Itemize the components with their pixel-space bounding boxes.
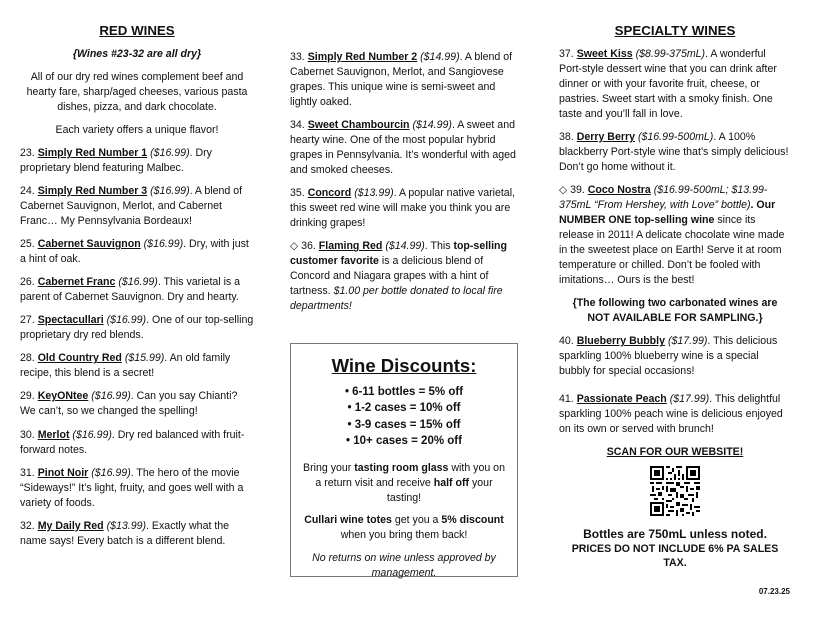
wine-name: Sweet Kiss (576, 47, 633, 60)
bottle-size-note: Bottles are 750mL unless noted. (583, 526, 767, 541)
donation-note: $1.00 per bottle donated to local fire departments! (290, 285, 503, 313)
wine-name: Simply Red Number 3 (37, 185, 148, 198)
wine-price: ($16.99-500mL) (637, 131, 714, 144)
wine-entry-32 (20, 519, 254, 549)
text-bold: tasting room glass (354, 462, 449, 475)
wine-price: ($15.99) (124, 352, 165, 365)
text: your tasting! (386, 477, 493, 505)
wine-name: KeyONtee (37, 390, 89, 403)
wine-description: . A popular native varietal, this sweet red wine will make you think you are drinking grapes! (290, 187, 515, 230)
wine-price: ($16.99) (118, 276, 158, 289)
wine-number: 30. (20, 428, 35, 441)
discount-item: • 6-11 bottles = 5% off (344, 386, 464, 399)
wine-name: Coco Nostra (587, 184, 651, 197)
wine-entry-27 (20, 313, 254, 343)
wine-price: ($16.99) (106, 314, 147, 327)
wine-price: ($16.99) (91, 390, 131, 403)
discount-list (299, 384, 509, 449)
wine-price: ($14.99) (412, 119, 452, 132)
top-selling-highlight: top-selling customer favorite (290, 240, 507, 268)
wine-price: ($13.99) (354, 187, 394, 200)
specialty-wines-heading: SPECIALTY WINES (614, 23, 736, 38)
discounts-title: Wine Discounts: (331, 355, 477, 376)
wine-price: ($16.99) (150, 147, 190, 160)
wine-number: 37. (559, 47, 574, 60)
wine-description: . A blend of Cabernet Sauvignon, Merlot, and Cabernet Franc… My Pennsylvania Bordeaux! (20, 185, 243, 228)
wine-number: 34. (290, 119, 305, 132)
wine-name: Simply Red Number 1 (37, 147, 148, 160)
wine-price: ($14.99) (420, 51, 460, 63)
text-bold: half off (433, 477, 470, 490)
wine-description: . This delightful sparkling 100% peach wine is delicious enjoyed on its own or served with brunch! (559, 392, 783, 435)
wine-entry-36 (290, 239, 522, 314)
wine-name: Merlot (37, 428, 70, 441)
wine-name: Concord (307, 187, 352, 200)
wine-description: . This varietal is a parent of Cabernet Sauvignon. Dry and hearty. (20, 276, 241, 304)
wine-number: 32. (20, 519, 35, 532)
wine-entry-28 (20, 351, 254, 381)
tasting-glass-note (299, 461, 509, 506)
wine-price: ($16.99) (72, 428, 112, 441)
wine-entry-26 (20, 275, 254, 305)
scan-label: SCAN FOR OUR WEBSITE! (606, 445, 744, 458)
wine-name: Cabernet Sauvignon (37, 238, 141, 251)
wine-number: 38. (559, 131, 574, 144)
wine-entry-25 (20, 237, 254, 267)
wine-entry-40 (559, 334, 791, 379)
wine-entry-31 (20, 466, 254, 511)
wine-number: 23. (20, 147, 35, 160)
text-bold: 5% discount (441, 514, 504, 527)
wine-description-pre: . This (424, 240, 454, 253)
wine-description: . An old family recipe, this blend is a secret! (20, 352, 231, 380)
wine-price: ($13.99) (106, 519, 147, 532)
wine-number: ◇ 36. (290, 240, 316, 253)
wine-description: is a delicious blend of Concord and Niagara grapes with a hint of tartness. (290, 255, 489, 298)
wine-description: . A blend of Cabernet Sauvignon, Merlot, and Sangiovese grapes. This unique wine is semi-sweet and lightly oaked. (290, 51, 513, 109)
wine-price: ($16.99-500mL; $13.99-375mL “From Hershey, with Love” bottle) (559, 184, 768, 212)
wine-number: 35. (290, 187, 305, 200)
wine-price: ($16.99) (143, 238, 184, 251)
text-bold: Cullari wine totes (304, 514, 392, 527)
totes-note (299, 513, 509, 543)
wine-description: . A sweet and hearty wine. One of the most popular hybrid grapes in Pennsylvania. It’s wonderful with aged and smoked cheeses. (290, 119, 516, 177)
wine-entry-33 (290, 50, 522, 110)
wine-entry-35 (290, 186, 522, 231)
wine-number: 26. (20, 276, 35, 289)
wine-price: ($17.99) (669, 392, 710, 405)
print-date: 07.23.25 (758, 587, 790, 596)
sales-tax-note: PRICES DO NOT INCLUDE 6% PA SALES TAX. (571, 542, 779, 570)
wine-description: . A wonderful Port-style dessert wine that you can drink after dinner or with your favorite fruit, cheese, or pastries. Sweet start with a smoky finish. One taste and you’ll fall in love. (559, 47, 777, 120)
wine-entry-30 (20, 428, 254, 458)
wine-name: Spectacullari (37, 314, 104, 327)
wine-entry-34 (290, 118, 522, 178)
dry-note: {Wines #23-32 are all dry} (72, 47, 202, 60)
returns-note: No returns on wine unless approved by management. (312, 551, 496, 579)
wine-name: Cabernet Franc (37, 276, 116, 289)
wine-name: My Daily Red (37, 519, 104, 532)
wine-name: Pinot Noir (37, 466, 89, 479)
wine-entry-38 (559, 130, 791, 175)
discount-item: • 1-2 cases = 10% off (347, 402, 461, 415)
wine-number: 28. (20, 352, 35, 365)
discount-item: • 3-9 cases = 15% off (347, 418, 461, 431)
wine-description: . A 100% blackberry Port-style wine that’s simply delicious! Don’t go home without it. (559, 131, 789, 174)
wine-number: 25. (20, 238, 35, 251)
wine-entry-39 (559, 183, 791, 288)
red-intro: All of our dry red wines complement beef and hearty fare, sharp/aged cheeses, various pasta dishes, pizza, and dark chocolate. (26, 70, 248, 113)
wine-entry-29 (20, 389, 254, 419)
website-qr-code[interactable] (650, 466, 700, 516)
carbonated-note: {The following two carbonated wines are NOT AVAILABLE FOR SAMPLING.} (572, 297, 778, 325)
wine-name: Old Country Red (37, 352, 122, 365)
text: get you a (391, 514, 442, 527)
wine-number: 27. (20, 314, 35, 327)
specialty-wines-column (559, 22, 791, 570)
wine-description: . One of our top-selling proprietary dry red blends. (20, 314, 254, 342)
wine-description: . Exactly what the name says! Every batch is a different blend. (20, 519, 230, 547)
red-wines-column (20, 22, 254, 557)
wine-description: . This delicious sparkling 100% blueberry wine is a special bubbly for special occasions! (559, 335, 778, 378)
wine-description: . Dry proprietary blend featuring Malbec. (20, 147, 212, 175)
wine-name: Sweet Chambourcin (307, 119, 410, 132)
wine-number: 29. (20, 390, 35, 403)
text: when you bring them back! (340, 529, 468, 542)
wine-discounts-box (290, 343, 518, 577)
top-selling-highlight: . Our NUMBER ONE top-selling wine (559, 199, 776, 227)
wine-name: Passionate Peach (576, 392, 667, 405)
text: with you on a return visit and receive (315, 462, 505, 490)
wine-description: . The hero of the movie “Sideways!” It’s light, fruity, and goes well with a variety of foods. (20, 466, 244, 509)
wine-price: ($17.99) (667, 335, 708, 348)
wine-name: Simply Red Number 2 (307, 51, 418, 63)
wine-description: since its release in 2011! A delicate chocolate wine made in the sweetest place on Earth! Serve it at room temperature or chilled. Don’t be fooled with imitations… Ours is the best! (559, 214, 785, 287)
red-wines-heading: RED WINES (99, 23, 175, 38)
wine-number: ◇ 39. (559, 184, 585, 197)
wine-price: ($8.99-375mL) (635, 47, 706, 60)
wine-price: ($14.99) (385, 240, 425, 253)
wine-price: ($16.99) (91, 466, 131, 479)
wine-price: ($16.99) (150, 185, 190, 198)
wine-entry-23 (20, 146, 254, 176)
wine-entry-37 (559, 47, 791, 122)
discount-item: • 10+ cases = 20% off (346, 435, 462, 448)
wine-number: 41. (559, 392, 574, 405)
wine-entry-24 (20, 184, 254, 229)
wine-number: 40. (559, 335, 574, 348)
red-intro-2: Each variety offers a unique flavor! (55, 124, 219, 136)
wine-number: 24. (20, 185, 35, 198)
wine-description: . Dry red balanced with fruit-forward notes. (20, 428, 245, 456)
red-wines-continued-column (290, 50, 522, 323)
wine-name: Blueberry Bubbly (576, 335, 665, 348)
wine-entry-41 (559, 392, 791, 437)
wine-number: 33. (290, 51, 305, 63)
wine-description: . Can you say Chianti? We can’t, so we changed the spelling! (20, 390, 238, 418)
wine-number: 31. (20, 466, 35, 479)
wine-name: Derry Berry (576, 131, 635, 144)
text: Bring your (303, 462, 355, 475)
wine-name: Flaming Red (318, 240, 383, 253)
wine-description: . Dry, with just a hint of oak. (20, 238, 249, 266)
